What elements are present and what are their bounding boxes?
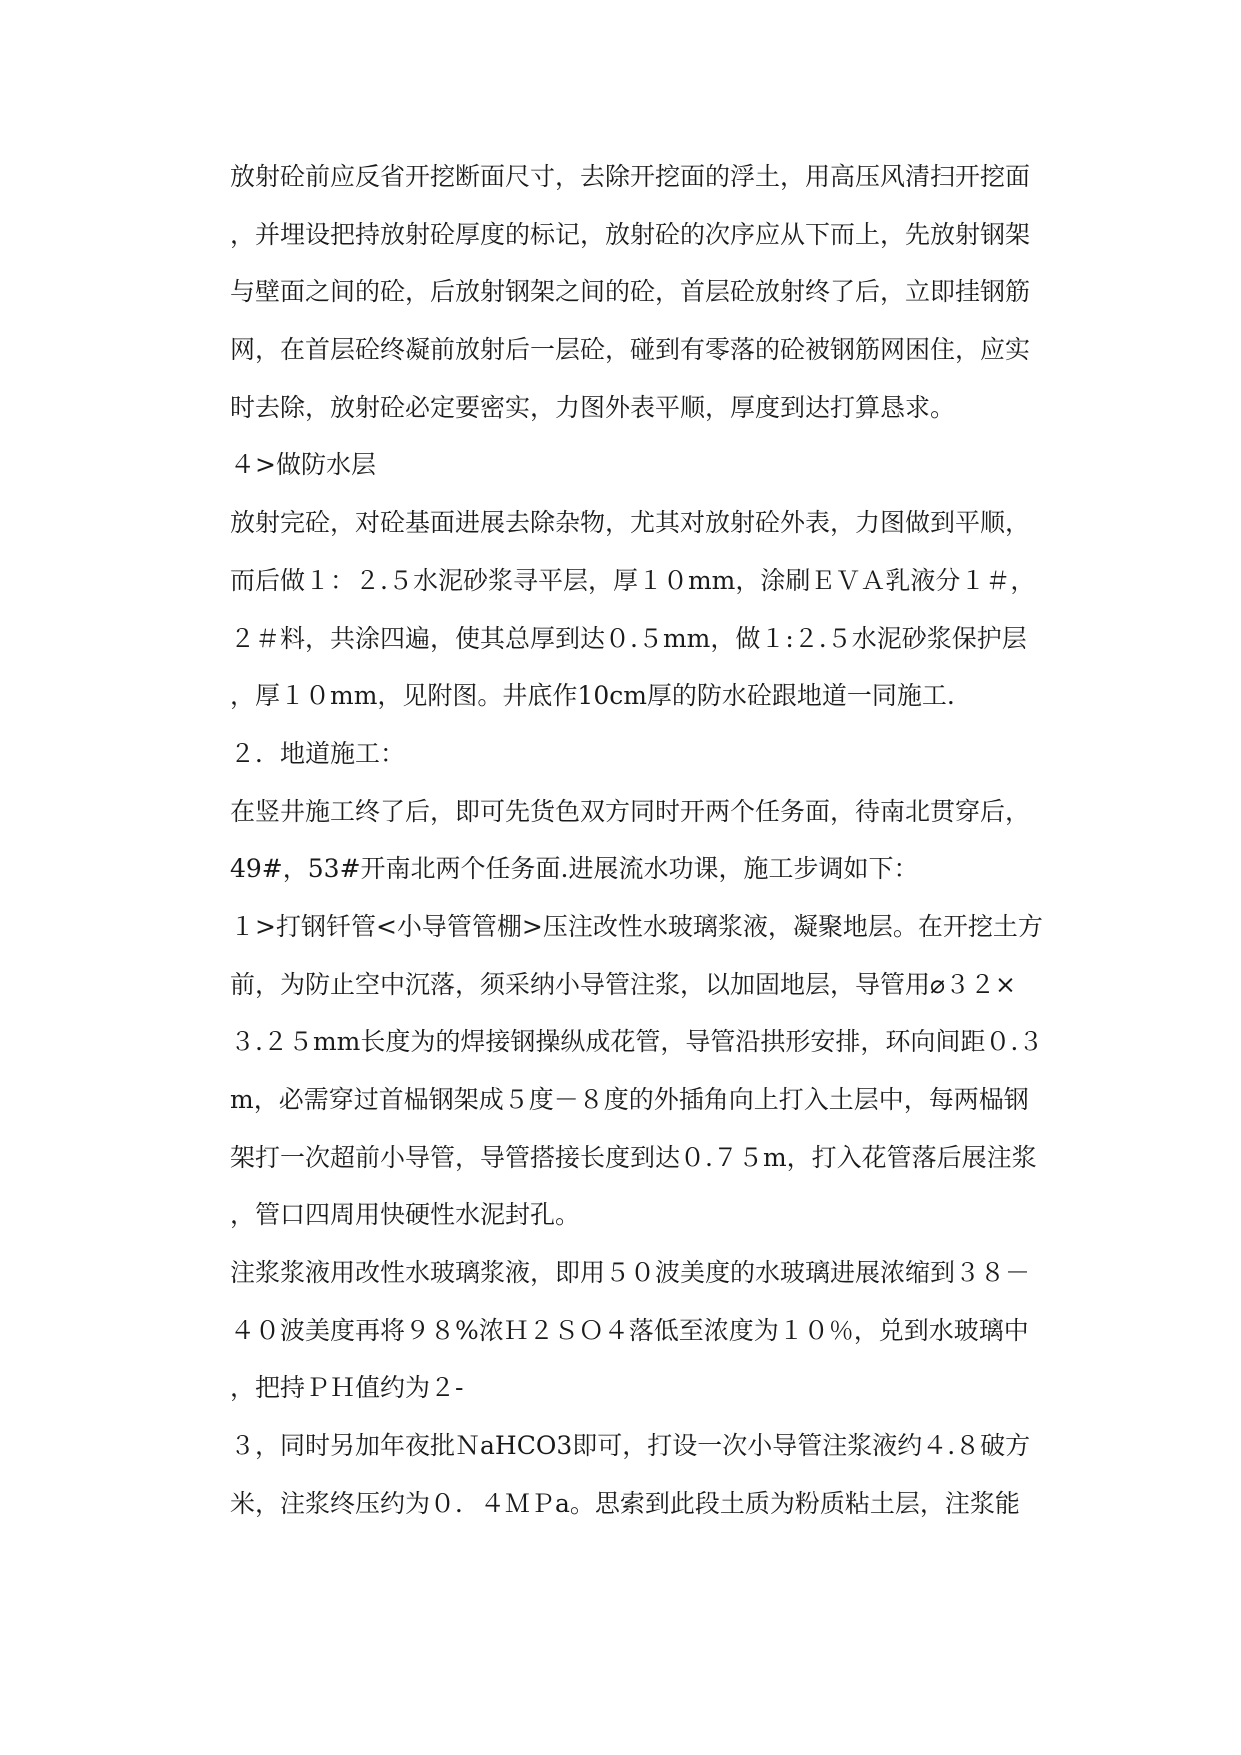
- text-line: 而后做１：２.５水泥砂浆寻平层，厚１０mm，涂刷ＥＶＡ乳液分１＃，: [230, 565, 1036, 595]
- text-line: 米，注浆终压约为０．４ＭＰa。思索到此段土质为粉质粘土层，注浆能: [230, 1488, 1020, 1518]
- text-line: ３，同时另加年夜批ＮaHCO3即可，打设一次小导管注浆液约４.８破方: [230, 1431, 1031, 1461]
- text-line: 在竖井施工终了后，即可先货色双方同时开两个任务面，待南北贯穿后，: [230, 796, 1031, 826]
- text-line: ２＃料，共涂四遍，使其总厚到达０.５mm，做１:２.５水泥砂浆保护层: [230, 623, 1027, 653]
- text-line: 与壁面之间的砼，后放射钢架之间的砼，首层砼放射终了后，立即挂钢筋: [230, 277, 1031, 307]
- text-line: １>打钢钎管<小导管管棚>压注改性水玻璃浆液，凝聚地层。在开挖土方: [230, 911, 1043, 941]
- text-line: 放射砼前应反省开挖断面尺寸，去除开挖面的浮土，用高压风清扫开挖面: [230, 162, 1031, 191]
- text-line: 注浆浆液用改性水玻璃浆液，即用５０波美度的水玻璃进展浓缩到３８－: [230, 1258, 1031, 1288]
- text-line: ，把持ＰＨ值约为２-: [230, 1373, 464, 1403]
- text-line: 49#，53#开南北两个任务面.进展流水功课，施工步调如下：: [230, 854, 919, 884]
- text-line: ，厚１０mm，见附图。井底作10cm厚的防水砼跟地道一同施工.: [230, 681, 955, 711]
- text-line: 放射完砼，对砼基面进展去除杂物，尤其对放射砼外表，力图做到平顺，: [230, 508, 1031, 538]
- section-heading: ２．地道施工：: [230, 738, 406, 768]
- text-line: 前，为防止空中沉落，须采纳小导管注浆，以加固地层，导管用⌀３２×: [230, 969, 1017, 999]
- section-heading: ４>做防水层: [230, 450, 376, 480]
- text-line: ，并埋设把持放射砼厚度的标记，放射砼的次序应从下而上，先放射钢架: [230, 219, 1031, 249]
- body-text: [230, 156, 1110, 1541]
- text-line: m，必需穿过首榀钢架成５度－８度的外插角向上打入土层中，每两榀钢: [230, 1085, 1029, 1114]
- text-line: ，管口四周用快硬性水泥封孔。: [230, 1200, 581, 1230]
- text-line: 架打一次超前小导管，导管搭接长度到达０.７５m，打入花管落后展注浆: [230, 1142, 1037, 1172]
- text-line: ４０波美度再将９８%浓Ｈ２ＳＯ４落低至浓度为１０％，兑到水玻璃中: [230, 1315, 1029, 1345]
- text-line: ３.２５mm长度为的焊接钢操纵成花管，导管沿拱形安排，环向间距０.３: [230, 1027, 1044, 1057]
- text-line: 网，在首层砼终凝前放射后一层砼，碰到有零落的砼被钢筋网困住，应实: [230, 335, 1031, 365]
- text-line: 时去除，放射砼必定要密实，力图外表平顺，厚度到达打算恳求。: [230, 392, 956, 422]
